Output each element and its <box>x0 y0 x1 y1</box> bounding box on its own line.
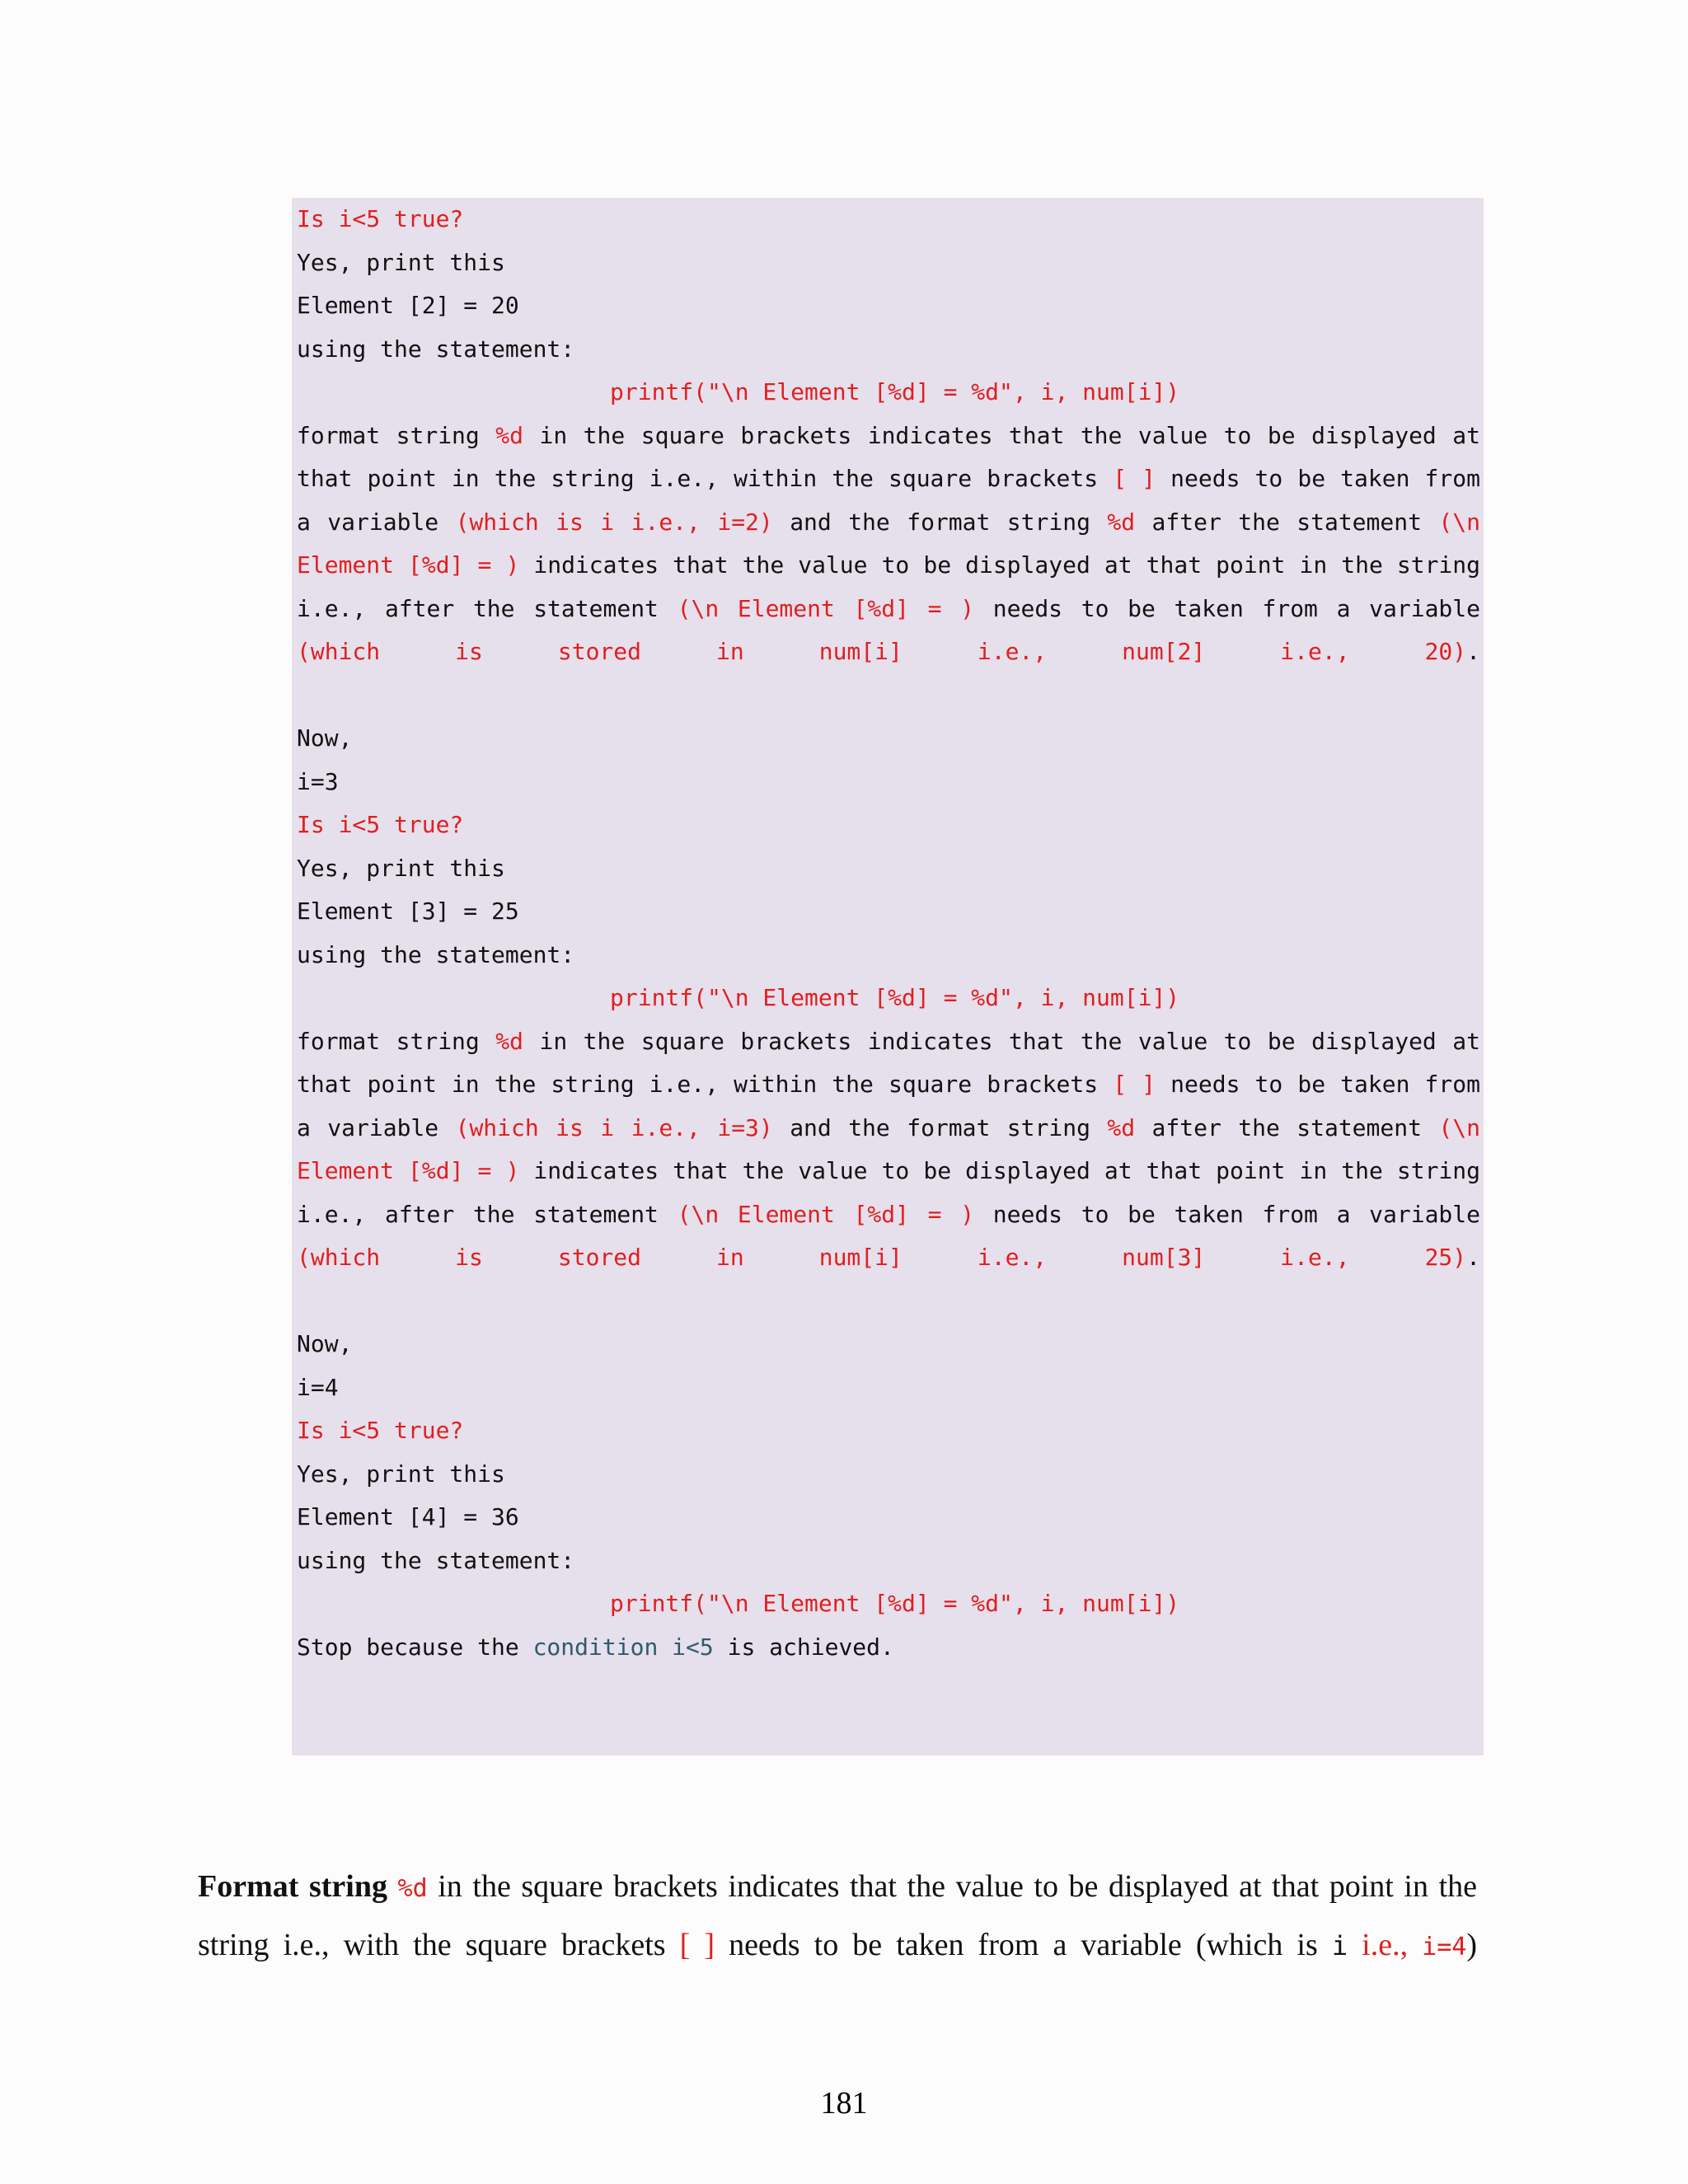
using-line: using the statement: <box>297 940 575 968</box>
element-output-line: Element [2] = 20 <box>297 292 519 319</box>
using-line: using the statement: <box>297 335 575 363</box>
spacer <box>297 674 1480 718</box>
using-line: using the statement: <box>297 1546 575 1574</box>
stop-line: Stop because the condition i<5 is achieved. <box>297 1633 894 1661</box>
printf-statement: printf("\n Element [%d] = %d", i, num[i]) <box>610 1590 1180 1617</box>
explanation-paragraph: format string %d in the square brackets indicates that the value to be displayed at that point in the string i.e., within the square brackets [ ] needs to be taken from a variable (which is i i.e., i=2) and the format string %d after the statement (\n Element [%d] = ) indicates that the value to be displayed at that point in the string i.e., after the statement (\n Element [%d] = ) needs to be taken from a variable (which is stored in num[i] i.e., num[2] i.e., 20). <box>297 421 1481 665</box>
body-paragraph <box>198 1858 1477 1975</box>
condition-line: Is i<5 true? <box>297 1417 464 1444</box>
yes-line: Yes, print this <box>297 248 505 276</box>
yes-line: Yes, print this <box>297 854 505 882</box>
printf-statement: printf("\n Element [%d] = %d", i, num[i]) <box>610 984 1180 1011</box>
condition-line: Is i<5 true? <box>297 205 464 232</box>
i-value-line: i=3 <box>297 767 339 795</box>
yes-line: Yes, print this <box>297 1460 505 1488</box>
now-line: Now, <box>297 1330 353 1357</box>
printf-statement: printf("\n Element [%d] = %d", i, num[i]) <box>610 378 1180 405</box>
spacer <box>297 1280 1480 1324</box>
now-line: Now, <box>297 724 353 752</box>
element-output-line: Element [3] = 25 <box>297 898 519 925</box>
i-value-line: i=4 <box>297 1373 339 1401</box>
page-number: 181 <box>820 2086 868 2121</box>
element-output-line: Element [4] = 36 <box>297 1503 519 1530</box>
explanation-paragraph: format string %d in the square brackets indicates that the value to be displayed at that point in the string i.e., within the square brackets [ ] needs to be taken from a variable (which is i i.e., i=3) and the format string %d after the statement (\n Element [%d] = ) indicates that the value to be displayed at that point in the string i.e., after the statement (\n Element [%d] = ) needs to be taken from a variable (which is stored in num[i] i.e., num[3] i.e., 25). <box>297 1027 1481 1271</box>
code-explanation-box <box>292 198 1484 1755</box>
condition-line: Is i<5 true? <box>297 811 464 838</box>
prose-text: Format string %d in the square brackets indicates that the value to be displayed at that point in the string i.e., with the square brackets [ ] needs to be taken from a variable (which is i i.e., i=4) <box>198 1869 1477 1962</box>
